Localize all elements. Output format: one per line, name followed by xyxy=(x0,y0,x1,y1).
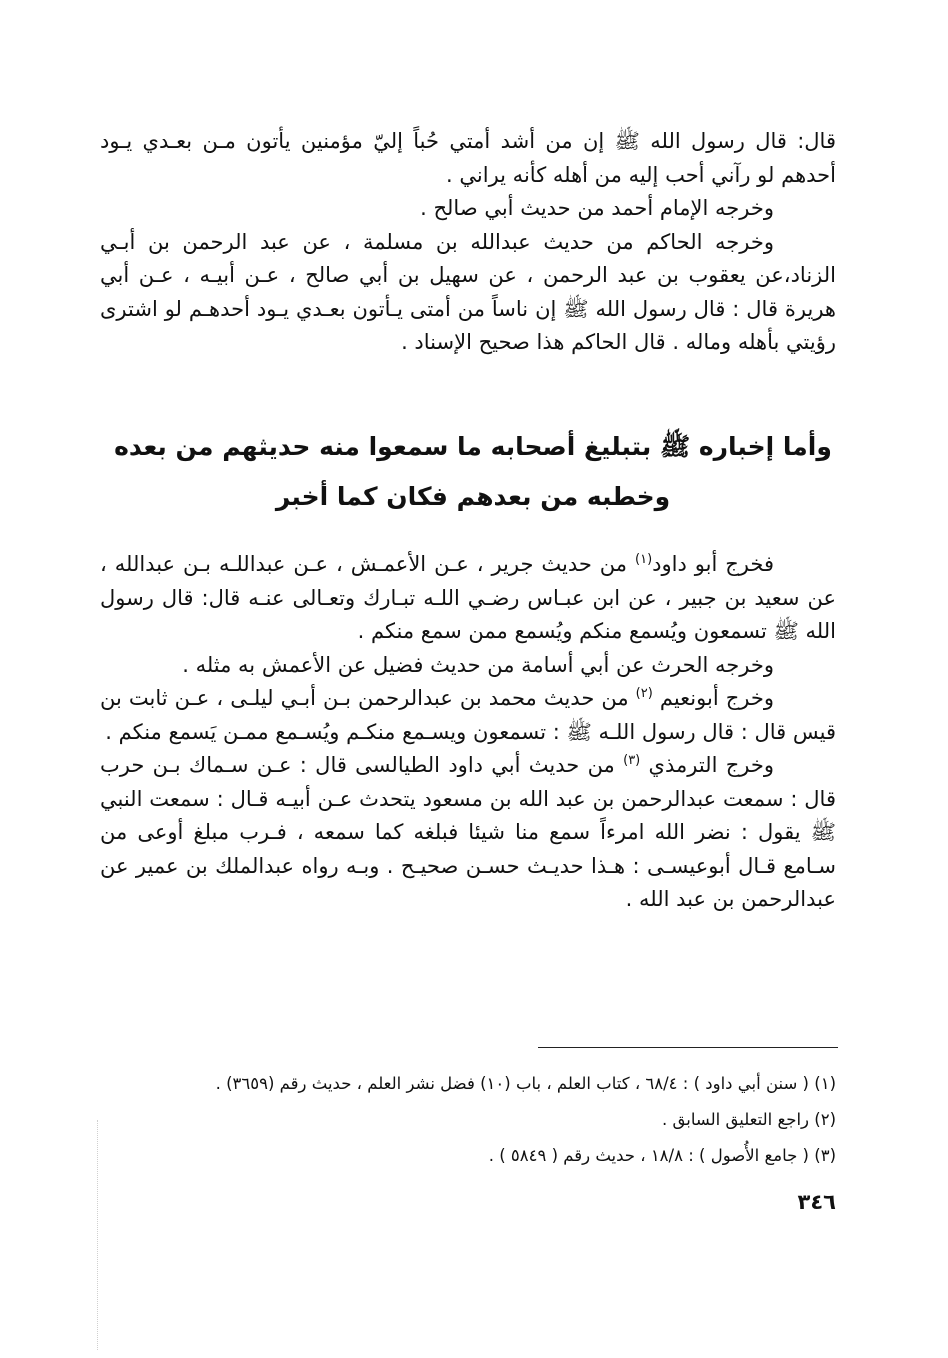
paragraph xyxy=(100,548,836,649)
footnote-divider xyxy=(538,1047,838,1048)
paragraph-text: من حديث أبي داود الطيالسى قال : عـن سـماك بـن حرب قال : سمعت عبدالرحمن بن عبد الله بن مسعود يتحدث عـن أبيـه قـال : سمعت النبي ﷺ يقول : نضر الله امرءاً سمع منا شيئا فبلغه كما سمعه ، فـرب مبلغ أوعى من سـامع قـال أبوعيسـى : هـذا حديـث حسـن صحيـح . وبـه رواه عبدالملك بن عمير عن عبدالرحمن بن عبد الله . xyxy=(100,753,836,911)
paragraph-text: فخرج أبو داود xyxy=(652,552,774,576)
text-block-bottom xyxy=(100,548,836,917)
paragraph-text: من حديث جرير ، عـن الأعمـش ، عـن عبداللـه بـن عبدالله ، عن سعيد بن جبير ، عن ابن عبـاس رضـي اللـه تبـارك وتعـالى عنـه قال: قال رسول الله ﷺ تسمعون ويُسمع منكم ويُسمع ممن سمع منكم . xyxy=(100,552,836,643)
paragraph-text: من حديث محمد بن عبدالرحمن بـن أبـي ليلـى ، عـن ثابت بن قيس قال : قال رسول اللـه ﷺ : تسمعون ويسـمع منكـم ويُسـمع ممـن يَسمع منكم . xyxy=(100,686,836,744)
footnote-ref: (١) xyxy=(635,552,653,567)
paragraph: وخرجه الحرث عن أبي أسامة من حديث فضيل عن الأعمش به مثله . xyxy=(182,652,774,677)
footnote-ref: (٣) xyxy=(623,753,641,768)
footnote-ref: (٢) xyxy=(635,686,653,701)
scan-gutter-line xyxy=(97,1120,98,1350)
paragraph: وخرجه الإمام أحمد من حديث أبي صالح . xyxy=(420,196,774,220)
heading-line-2: وخطبه من بعدهم فكان كما أخبر xyxy=(275,482,671,511)
paragraph-text: وخرج الترمذي xyxy=(640,753,774,777)
section-heading xyxy=(110,422,836,522)
paragraph: قال: قال رسول الله ﷺ إن من أشد أمتي حُباً إليّ مؤمنين يأتون مـن بعـدي يـود أحدهم لو رآني أحب إليه من أهله كأنه يراني . xyxy=(100,129,836,187)
page-number: ٣٤٦ xyxy=(797,1190,836,1214)
paragraph xyxy=(100,749,836,917)
footnote: (١) ( سنن أبي داود ) : ٦٨/٤ ، كتاب العلم ، باب (١٠) فضل نشر العلم ، حديث رقم (٣٦٥٩) . xyxy=(215,1074,836,1093)
paragraph xyxy=(100,682,836,749)
footnote: (٢) راجع التعليق السابق . xyxy=(662,1110,836,1129)
footnotes xyxy=(100,1066,836,1174)
paragraph-text: وخرج أبونعيم xyxy=(652,686,774,710)
footnote: (٣) ( جامع الأُصول ) : ١٨/٨ ، حديث رقم ( ٥٨٤٩ ) . xyxy=(488,1146,836,1165)
text-block-top xyxy=(100,125,836,360)
paragraph: وخرجه الحاكم من حديث عبدالله بن مسلمة ، عن عبد الرحمن بن أبـي الزناد،عن يعقوب بن عبد الرحمن ، عن سهيل بن أبي صالح ، عـن أبيـه ، عـن أبي هريرة قال : قال رسول الله ﷺ إن ناساً من أمتى يـأتون بعـدي يـود أحدهـم لو اشترى رؤيتي بأهله وماله . قال الحاكم هذا صحيح الإسناد . xyxy=(100,229,836,354)
heading-line-1: وأما إخباره ﷺ بتبليغ أصحابه ما سمعوا منه حديثهم من بعده xyxy=(114,432,832,461)
